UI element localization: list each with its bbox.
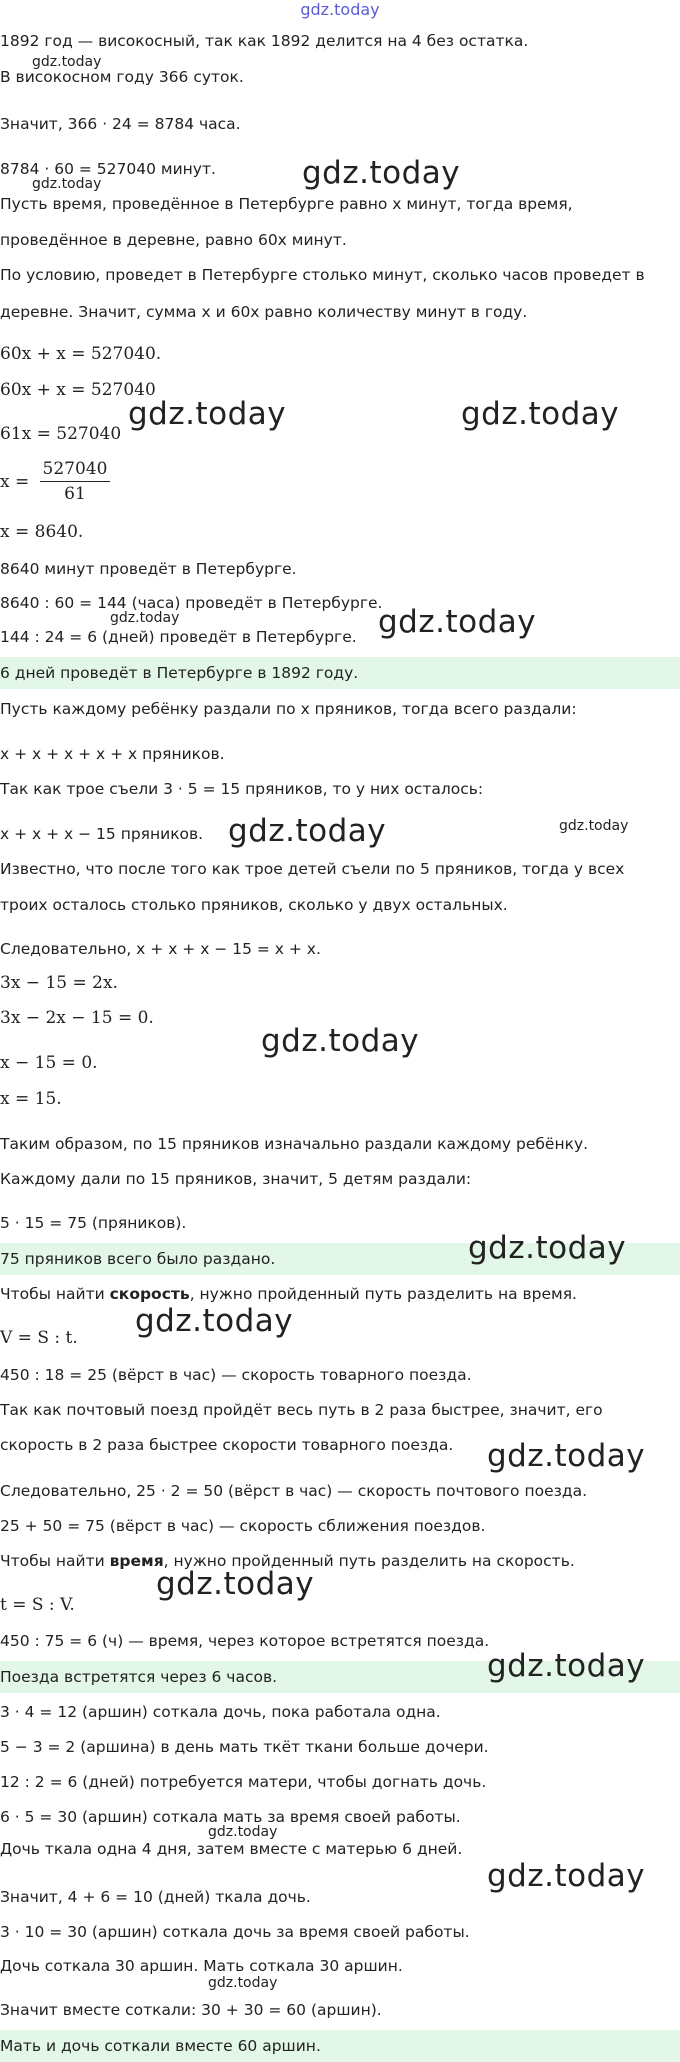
- watermark: gdz.today: [228, 813, 387, 849]
- site-header[interactable]: gdz.today: [300, 0, 380, 19]
- text-line: скорость в 2 раза быстрее скорости товарного поезда.: [0, 1436, 454, 1454]
- fraction: [40, 459, 110, 504]
- text-line: [0, 1550, 680, 1572]
- text-line: По условию, проведет в Петербурге столько минут, сколько часов проведет в: [0, 266, 645, 284]
- text-line: x + x + x + x + x пряников.: [0, 745, 225, 763]
- text-line: 3 · 10 = 30 (аршин) соткала дочь за время своей работы.: [0, 1923, 470, 1941]
- text-line: Пусть каждому ребёнку раздали по x пряников, тогда всего раздали:: [0, 700, 577, 718]
- watermark: gdz.today: [135, 1303, 294, 1339]
- text-line: Следовательно, x + x + x − 15 = x + x.: [0, 940, 321, 958]
- text-line: Дочь ткала одна 4 дня, затем вместе с матерью 6 дней.: [0, 1840, 463, 1858]
- text-line: Значит, 4 + 6 = 10 (дней) ткала дочь.: [0, 1888, 311, 1906]
- fraction-bar: [40, 481, 110, 482]
- watermark: gdz.today: [487, 1858, 646, 1894]
- text-line: Таким образом, по 15 пряников изначально раздали каждому ребёнку.: [0, 1135, 589, 1153]
- equation: x − 15 = 0.: [0, 1053, 98, 1073]
- text-line: x + x + x − 15 пряников.: [0, 825, 204, 843]
- text-line: проведённое в деревне, равно 60x минут.: [0, 231, 347, 249]
- text: Чтобы найти: [0, 1285, 110, 1303]
- text-line: троих осталось столько пряников, сколько у двух остальных.: [0, 896, 508, 914]
- formula: t = S : V.: [0, 1595, 75, 1615]
- watermark: gdz.today: [378, 604, 537, 640]
- text-line: Значит, 366 · 24 = 8784 часа.: [0, 115, 241, 133]
- text-line: 450 : 75 = 6 (ч) — время, через которое встретятся поезда.: [0, 1632, 490, 1650]
- text-line: 1892 год — високосный, так как 1892 делится на 4 без остатка.: [0, 32, 529, 50]
- watermark: gdz.today: [110, 610, 180, 626]
- text-line: Следовательно, 25 · 2 = 50 (вёрст в час) — скорость почтового поезда.: [0, 1482, 588, 1500]
- fraction-denominator: 61: [64, 484, 86, 504]
- text-line: Известно, что после того как трое детей съели по 5 пряников, тогда у всех: [0, 860, 625, 878]
- text-line: 8640 : 60 = 144 (часа) проведёт в Петербурге.: [0, 594, 383, 612]
- answer-highlight: 75 пряников всего было раздано.: [0, 1243, 680, 1275]
- text: , нужно пройденный путь разделить на скорость.: [163, 1552, 575, 1570]
- watermark: gdz.today: [32, 176, 102, 192]
- watermark: gdz.today: [208, 1975, 278, 1991]
- text-line: 450 : 18 = 25 (вёрст в час) — скорость товарного поезда.: [0, 1366, 472, 1384]
- text: Чтобы найти: [0, 1552, 110, 1570]
- watermark: gdz.today: [32, 54, 102, 70]
- text-line: Так как трое съели 3 · 5 = 15 пряников, то у них осталось:: [0, 780, 484, 798]
- equation: x = 8640.: [0, 522, 84, 542]
- answer-highlight: 6 дней проведёт в Петербурге в 1892 году.: [0, 657, 680, 689]
- text-line: 5 · 15 = 75 (пряников).: [0, 1214, 187, 1232]
- fraction-numerator: 527040: [42, 459, 108, 479]
- watermark: gdz.today: [128, 396, 287, 432]
- bold-term: время: [109, 1552, 164, 1570]
- text-line: 3 · 4 = 12 (аршин) соткала дочь, пока работала одна.: [0, 1703, 441, 1721]
- watermark: gdz.today: [468, 1230, 627, 1266]
- equation: 3x − 15 = 2x.: [0, 973, 118, 993]
- formula: V = S : t.: [0, 1328, 78, 1348]
- text-line: деревне. Значит, сумма x и 60x равно количеству минут в году.: [0, 303, 528, 321]
- watermark: gdz.today: [261, 1023, 420, 1059]
- watermark: gdz.today: [487, 1438, 646, 1474]
- equation: 60x + x = 527040.: [0, 344, 162, 364]
- text-line: Пусть время, проведённое в Петербурге равно x минут, тогда время,: [0, 195, 573, 213]
- equation: x = 15.: [0, 1089, 62, 1109]
- text-line: [0, 1283, 680, 1305]
- answer-highlight: Поезда встретятся через 6 часов.: [0, 1661, 680, 1693]
- text-line: Значит вместе соткали: 30 + 30 = 60 (аршин).: [0, 2001, 382, 2019]
- text-line: 25 + 50 = 75 (вёрст в час) — скорость сближения поездов.: [0, 1517, 486, 1535]
- text-line: Каждому дали по 15 пряников, значит, 5 детям раздали:: [0, 1170, 472, 1188]
- text-line: 12 : 2 = 6 (дней) потребуется матери, чтобы догнать дочь.: [0, 1773, 487, 1791]
- equation: 3x − 2x − 15 = 0.: [0, 1008, 154, 1028]
- watermark: gdz.today: [461, 396, 620, 432]
- text-line: 8784 · 60 = 527040 минут.: [0, 160, 216, 178]
- text-line: 144 : 24 = 6 (дней) проведёт в Петербурге.: [0, 628, 357, 646]
- watermark: gdz.today: [208, 1824, 278, 1840]
- fraction-lhs: x =: [0, 472, 30, 492]
- text-line: 5 − 3 = 2 (аршина) в день мать ткёт ткани больше дочери.: [0, 1738, 489, 1756]
- text-line: 8640 минут проведёт в Петербурге.: [0, 560, 297, 578]
- bold-term: скорость: [109, 1285, 190, 1303]
- text-line: Так как почтовый поезд пройдёт весь путь в 2 раза быстрее, значит, его: [0, 1401, 603, 1419]
- text-line: 6 · 5 = 30 (аршин) соткала мать за время своей работы.: [0, 1808, 461, 1826]
- equation: 60x + x = 527040: [0, 380, 156, 400]
- text: , нужно пройденный путь разделить на время.: [189, 1285, 577, 1303]
- watermark: gdz.today: [156, 1566, 315, 1602]
- watermark: gdz.today: [487, 1648, 646, 1684]
- answer-highlight: Мать и дочь соткали вместе 60 аршин.: [0, 2030, 680, 2062]
- text-line: В високосном году 366 суток.: [0, 68, 244, 86]
- watermark: gdz.today: [559, 818, 629, 834]
- equation: 61x = 527040: [0, 424, 122, 444]
- watermark: gdz.today: [302, 155, 461, 191]
- text-line: Дочь соткала 30 аршин. Мать соткала 30 аршин.: [0, 1957, 403, 1975]
